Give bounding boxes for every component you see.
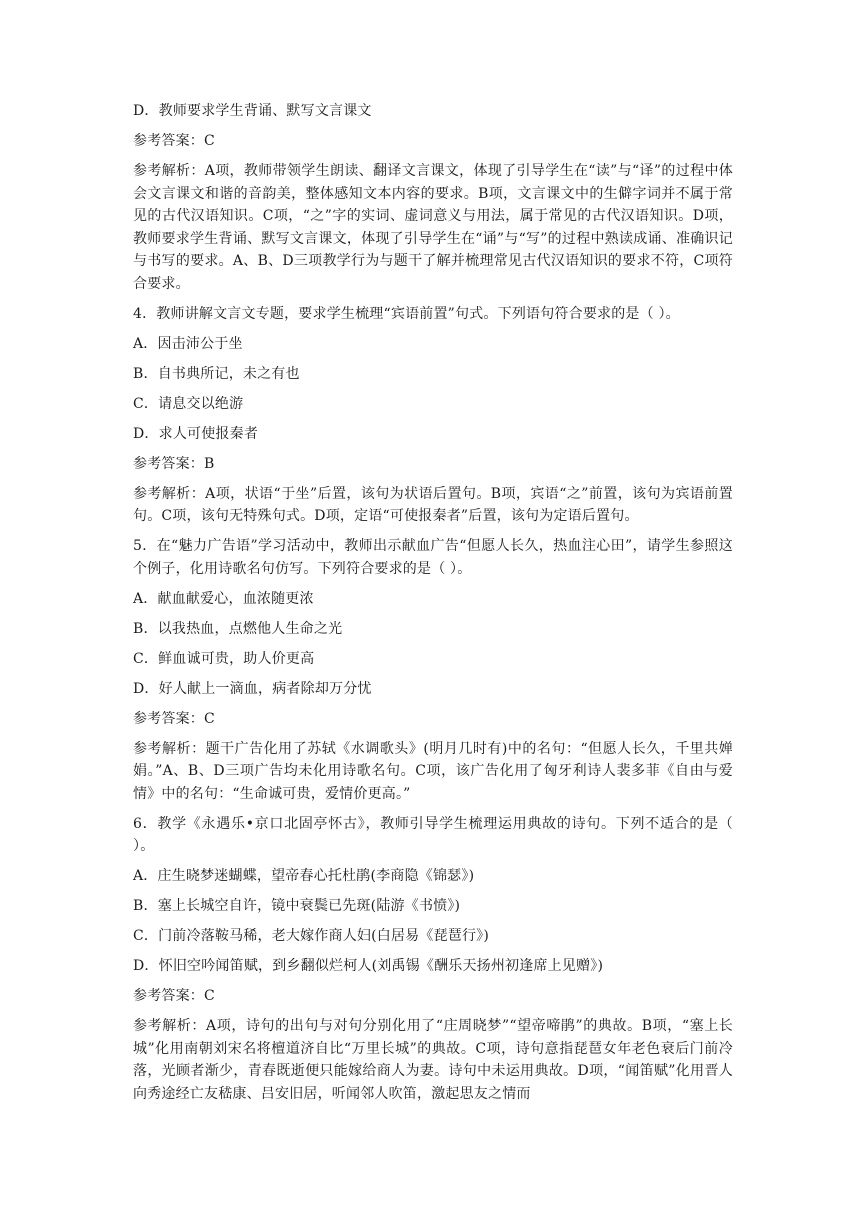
question-3-answer: 参考答案：C [133,133,215,149]
question-6-option-c: C．门前冷落鞍马稀，老大嫁作商人妇(白居易《琵琶行》) [133,928,490,944]
question-4-option-d: D．求人可使报秦者 [133,425,259,442]
question-4 [133,303,733,528]
question-6 [133,813,733,1106]
question-6-answer: 参考答案：C [133,988,215,1004]
question-6-option-d: D．怀旧空吟闻笛赋，到乡翻似烂柯人(刘禹锡《酬乐天扬州初逢席上见赠》) [133,958,604,974]
question-4-analysis: 参考解析：A项，状语“于坐”后置，该句为状语后置句。B项，宾语“之”前置，该句为宾语前置句。C项，该句无特殊句式。D项，定语“可使报秦者”后置，该句为定语后置句。 [133,485,733,524]
question-4-stem: 4．教师讲解文言文专题，要求学生梳理“宾语前置”句式。下列语句符合要求的是（ ）。 [133,305,680,322]
question-5-option-a: A．献血献爱心，血浓随更浓 [133,590,314,607]
question-4-option-c: C．请息交以绝游 [133,395,244,412]
question-4-option-b: B．自书典所记，未之有也 [133,365,300,382]
question-6-stem: 6．教学《永遇乐•京口北固亭怀古》，教师引导学生梳理运用典故的诗句。下列不适合的是（ ）。 [133,815,733,854]
question-5-option-b: B．以我热血，点燃他人生命之光 [133,620,343,637]
question-3-tail [133,100,733,295]
question-5-answer: 参考答案：C [133,710,215,727]
question-6-analysis: 参考解析：A项，诗句的出句与对句分别化用了“庄周晓梦”“望帝啼鹃”的典故。B项，“塞上长城”化用南朝刘宋名将檀道济自比“万里长城”的典故。C项，诗句意指琵琶女年老色衰后门前冷落，光顾者渐少，青春既逝便只能嫁给商人为妻。诗句中未运用典故。D项，“闻笛赋”化用晋人向秀途经亡友嵇康、吕安旧居，听闻邻人吹笛，激起思友之情而 [133,1018,733,1102]
question-4-answer: 参考答案：B [133,455,215,472]
question-3-analysis: 参考解析：A项，教师带领学生朗读、翻译文言课文，体现了引导学生在“读”与“译”的过程中体会文言课文和谐的音韵美，整体感知文本内容的要求。B项，文言课文中的生僻字词并不属于常见的古代汉语知识。C项，“之”字的实词、虚词意义与用法，属于常见的古代汉语知识。D项，教师要求学生背诵、默写文言课文，体现了引导学生在“诵”与“写”的过程中熟读成诵、准确识记与书写的要求。A、B、D三项教学行为与题干了解并梳理常见古代汉语知识的要求不符，C项符合要求。 [133,163,733,292]
question-3-option-d: D．教师要求学生背诵、默写文言课文 [133,103,372,119]
question-5-option-c: C．鲜血诚可贵，助人价更高 [133,650,315,667]
document-page [133,100,733,1113]
question-5-analysis: 参考解析：题干广告化用了苏轼《水调歌头》(明月几时有)中的名句：“但愿人长久，千里共婵娟。”A、B、D三项广告均未化用诗歌名句。C项，该广告化用了匈牙利诗人裴多菲《自由与爱情》中的名句：“生命诚可贵，爱情价更高。” [133,740,733,802]
question-5-option-d: D．好人献上一滴血，病者除却万分忧 [133,680,372,697]
question-4-option-a: A．因击沛公于坐 [133,335,243,352]
question-6-option-a: A．庄生晓梦迷蝴蝶，望帝春心托杜鹃(李商隐《锦瑟》) [133,868,475,884]
question-5 [133,535,733,805]
question-6-option-b: B．塞上长城空自许，镜中衰鬓已先斑(陆游《书愤》) [133,898,461,914]
question-5-stem: 5．在“魅力广告语”学习活动中，教师出示献血广告“但愿人长久，热血注心田”，请学生参照这个例子，化用诗歌名句仿写。下列符合要求的是（ ）。 [133,538,733,577]
